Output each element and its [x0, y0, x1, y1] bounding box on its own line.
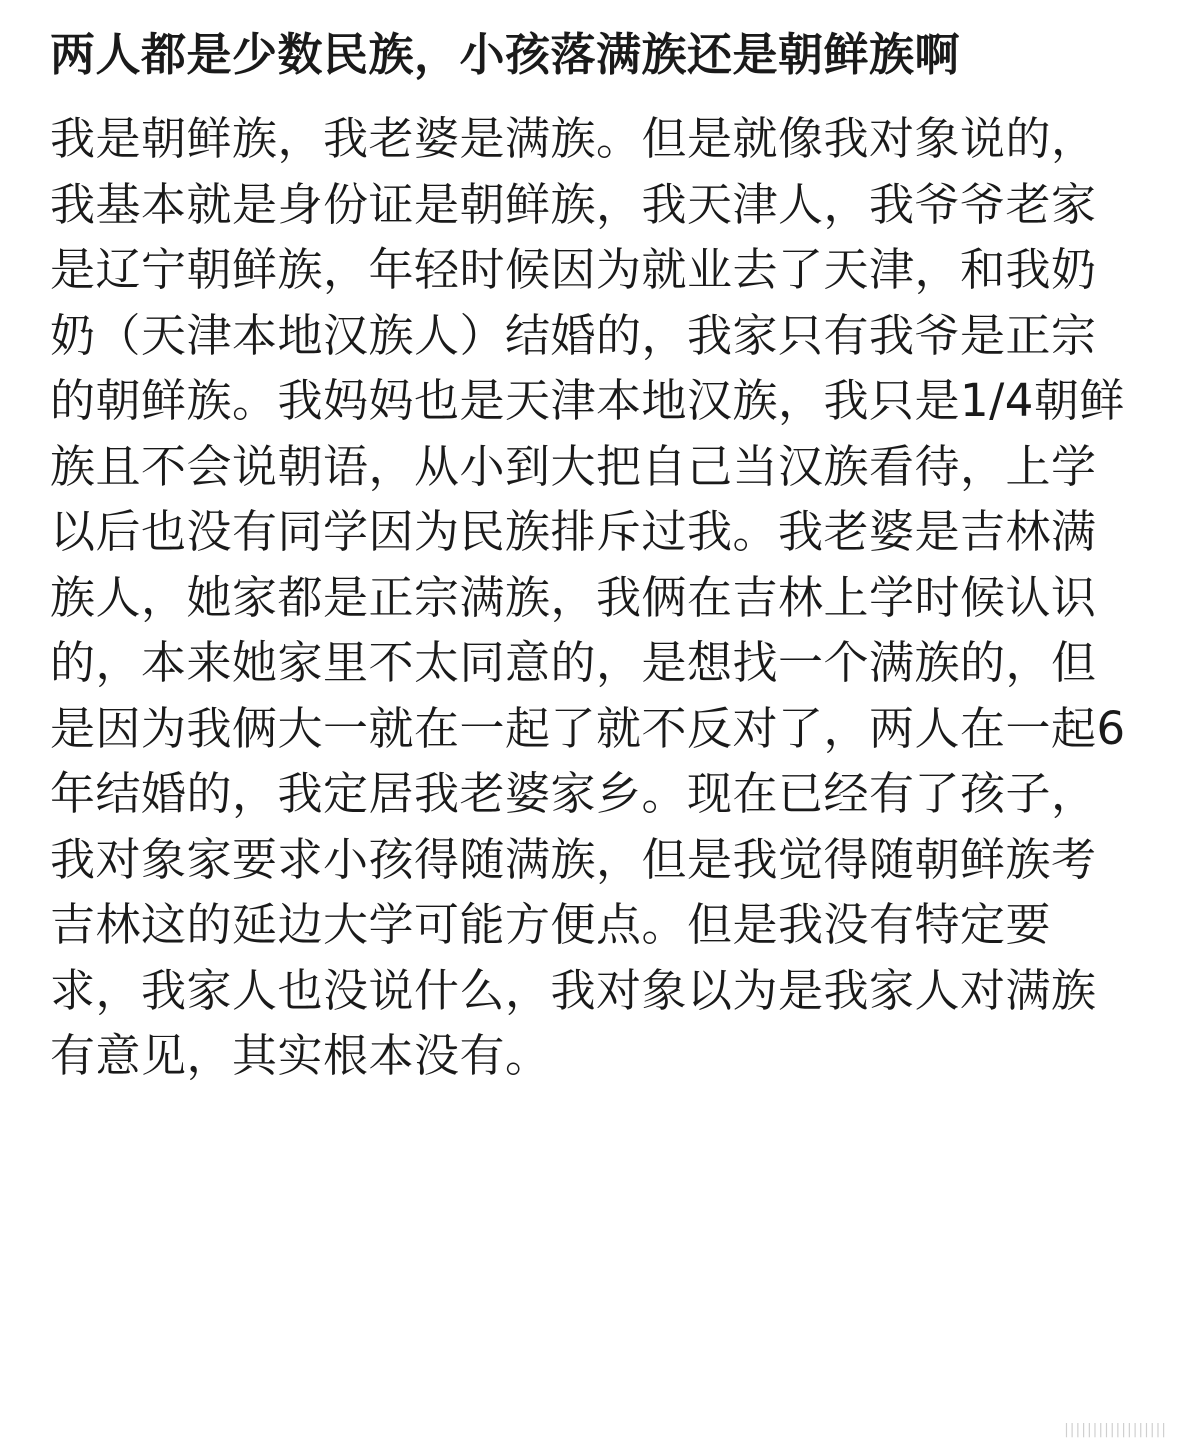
post-title: 两人都是少数民族，小孩落满族还是朝鲜族啊 — [50, 28, 961, 81]
watermark: |||||||||||||||||| — [1064, 1422, 1167, 1438]
post-body: 我是朝鲜族，我老婆是满族。但是就像我对象说的，我基本就是身份证是朝鲜族，我天津人，我爷爷老家是辽宁朝鲜族，年轻时候因为就业去了天津，和我奶奶（天津本地汉族人）结婚的，我家只有我爷是正宗的朝鲜族。我妈妈也是天津本地汉族，我只是1/4朝鲜族且不会说朝语，从小到大把自己当汉族看待，上学以后也没有同学因为民族排斥过我。我老婆是吉林满族人，她家都是正宗满族，我俩在吉林上学时候认识的，本来她家里不太同意的，是想找一个满族的，但是因为我俩大一就在一起了就不反对了，两人在一起6年结婚的，我定居我老婆家乡。现在已经有了孩子，我对象家要求小孩得随满族，但是我觉得随朝鲜族考吉林这的延边大学可能方便点。但是我没有特定要求，我家人也没说什么，我对象以为是我家人对满族有意见，其实根本没有。 — [50, 112, 1126, 1082]
post-container — [50, 22, 1135, 1089]
